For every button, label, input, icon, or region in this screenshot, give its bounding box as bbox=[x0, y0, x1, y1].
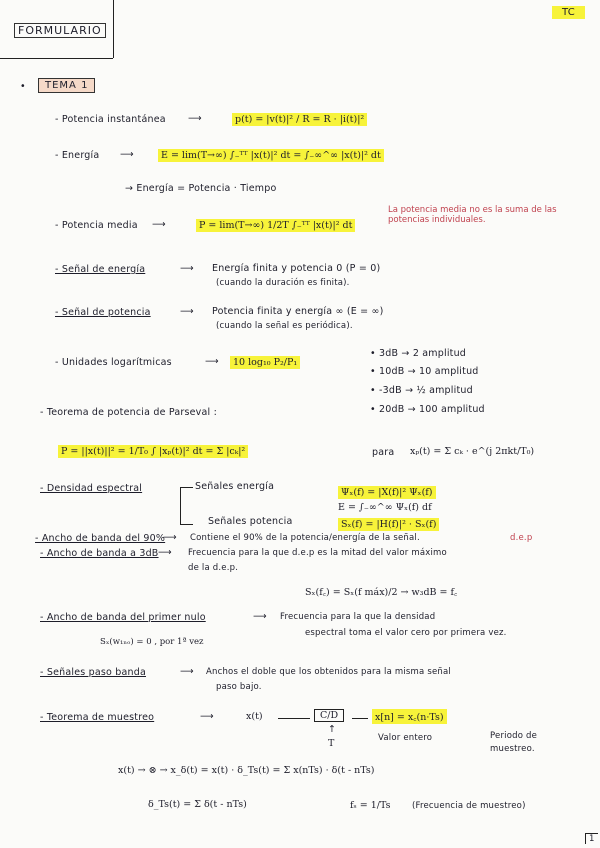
senal-energia-label: - Señal de energía bbox=[55, 264, 146, 275]
senal-energia-line2: (cuando la duración es finita). bbox=[216, 278, 350, 288]
paso-banda-label: - Señales paso banda bbox=[40, 667, 146, 678]
arrow: ⟶ bbox=[180, 306, 194, 317]
arrow: ⟶ bbox=[200, 711, 214, 722]
muestreo-periodo: Periodo de muestreo. bbox=[490, 731, 538, 754]
muestreo-multiplicacion: x(t) → ⊗ → x_δ(t) = x(t) · δ_Ts(t) = Σ x(nTs) · δ(t - nTs) bbox=[118, 765, 375, 776]
arrow: ⟶ bbox=[120, 149, 134, 160]
header-vertical-line bbox=[113, 0, 114, 58]
arrow: ⟶ bbox=[188, 113, 202, 124]
primer-nulo-line2: espectral toma el valor cero por primera vez. bbox=[305, 628, 507, 638]
potencia-instantanea-label: - Potencia instantánea bbox=[55, 114, 166, 125]
densidad-energia-label: Señales energía bbox=[195, 481, 275, 492]
muestreo-T: T bbox=[328, 738, 335, 749]
parseval-para: para bbox=[372, 447, 395, 458]
arrow-line bbox=[352, 718, 368, 719]
muestreo-fs-note: (Frecuencia de muestreo) bbox=[412, 801, 526, 811]
arrow: ⟶ bbox=[152, 219, 166, 230]
primer-nulo-formula: Sₓ(w₁ₙₒ) = 0 , por 1ª vez bbox=[100, 637, 204, 647]
unidades-item: • 3dB → 2 amplitud bbox=[370, 348, 467, 359]
paso-banda-line2: paso bajo. bbox=[216, 682, 262, 692]
muestreo-valor: Valor entero bbox=[378, 733, 433, 743]
paso-banda-line1: Anchos el doble que los obtenidos para la misma señal bbox=[206, 667, 451, 677]
primer-nulo-label: - Ancho de banda del primer nulo bbox=[40, 612, 206, 623]
potencia-media-formula: P = lim(T→∞) 1/2T ∫₋ᵀᵀ |x(t)|² dt bbox=[196, 219, 355, 232]
energia-formula: E = lim(T→∞) ∫₋ᵀᵀ |x(t)|² dt = ∫₋∞^∞ |x(t)|² dt bbox=[158, 149, 384, 162]
potencia-media-note: La potencia media no es la suma de las potencias individuales. bbox=[388, 205, 557, 225]
muestreo-label: - Teorema de muestreo bbox=[40, 712, 155, 723]
arrow: ⟶ bbox=[180, 263, 194, 274]
densidad-brace bbox=[180, 487, 193, 525]
parseval-formula: P = ||x(t)||² = 1/T₀ ∫ |xₚ(t)|² dt = Σ |cₖ|² bbox=[58, 445, 248, 458]
muestreo-xn: x[n] = x꜀(n·Ts) bbox=[372, 709, 447, 724]
senal-potencia-label: - Señal de potencia bbox=[55, 307, 151, 318]
arrow: ⟶ bbox=[253, 611, 267, 622]
tema-bullet: • bbox=[20, 81, 26, 92]
subject-tag: TC bbox=[552, 6, 585, 19]
potencia-media-label: - Potencia media bbox=[55, 220, 138, 231]
senal-energia-line1: Energía finita y potencia 0 (P = 0) bbox=[212, 263, 381, 274]
arrow-up: ↑ bbox=[328, 724, 337, 735]
senal-potencia-line2: (cuando la señal es periódica). bbox=[216, 321, 353, 331]
header-horizontal-line bbox=[0, 58, 113, 59]
muestreo-tren: δ_Ts(t) = Σ δ(t - nTs) bbox=[148, 799, 247, 810]
ancho-90-abbr: d.e.p bbox=[510, 533, 533, 543]
ancho-3db-line2: de la d.e.p. bbox=[188, 563, 239, 573]
ancho-3db-line1: Frecuencia para la que d.e.p es la mitad del valor máximo bbox=[188, 548, 447, 558]
primer-nulo-line1: Frecuencia para la que la densidad bbox=[280, 612, 436, 622]
energia-label: - Energía bbox=[55, 150, 100, 161]
senal-potencia-line1: Potencia finita y energía ∞ (E = ∞) bbox=[212, 306, 384, 317]
tema-label: TEMA 1 bbox=[38, 78, 95, 93]
arrow: ⟶ bbox=[205, 356, 219, 367]
potencia-instantanea-formula: p(t) = |v(t)|² / R = R · |i(t)|² bbox=[232, 113, 367, 126]
parseval-serie: xₚ(t) = Σ cₖ · e^(j 2πkt/T₀) bbox=[410, 446, 535, 457]
arrow: ⟶ bbox=[158, 547, 172, 558]
densidad-potencia-label: Señales potencia bbox=[208, 516, 293, 527]
ancho-90-text: Contiene el 90% de la potencia/energía de la señal. bbox=[190, 533, 420, 543]
muestreo-fs: fₛ = 1/Ts bbox=[350, 800, 391, 811]
densidad-potencia-formula: Sₓ(f) = |H(f)|² · Sₓ(f) bbox=[338, 518, 439, 531]
ancho-3db-formula: Sₓ(f꜀) = Sₓ(f máx)/2 → w₃dB = f꜀ bbox=[305, 587, 458, 598]
unidades-item: • 20dB → 100 amplitud bbox=[370, 404, 485, 415]
arrow: ⟶ bbox=[163, 532, 177, 543]
energia-sub: → Energía = Potencia · Tiempo bbox=[125, 183, 277, 194]
densidad-energia-integral: E = ∫₋∞^∞ Ψₓ(f) df bbox=[338, 502, 432, 513]
unidades-item: • 10dB → 10 amplitud bbox=[370, 366, 479, 377]
densidad-energia-formula: Ψₓ(f) = |X(f)|² Ψₓ(f) bbox=[338, 486, 436, 499]
arrow-line bbox=[278, 718, 310, 719]
page-title: FORMULARIO bbox=[14, 23, 106, 38]
arrow: ⟶ bbox=[180, 666, 194, 677]
unidades-item: • -3dB → ½ amplitud bbox=[370, 385, 473, 396]
unidades-label: - Unidades logarítmicas bbox=[55, 357, 172, 368]
ancho-90-label: - Ancho de banda del 90% bbox=[35, 533, 166, 544]
cd-block: C/D bbox=[314, 709, 344, 722]
densidad-label: - Densidad espectral bbox=[40, 483, 143, 494]
page-number: 1 bbox=[585, 833, 598, 844]
ancho-3db-label: - Ancho de banda a 3dB bbox=[40, 548, 159, 559]
unidades-formula: 10 log₁₀ P₂/P₁ bbox=[230, 356, 300, 369]
muestreo-xt: x(t) bbox=[246, 711, 263, 722]
parseval-label: - Teorema de potencia de Parseval : bbox=[40, 407, 217, 418]
